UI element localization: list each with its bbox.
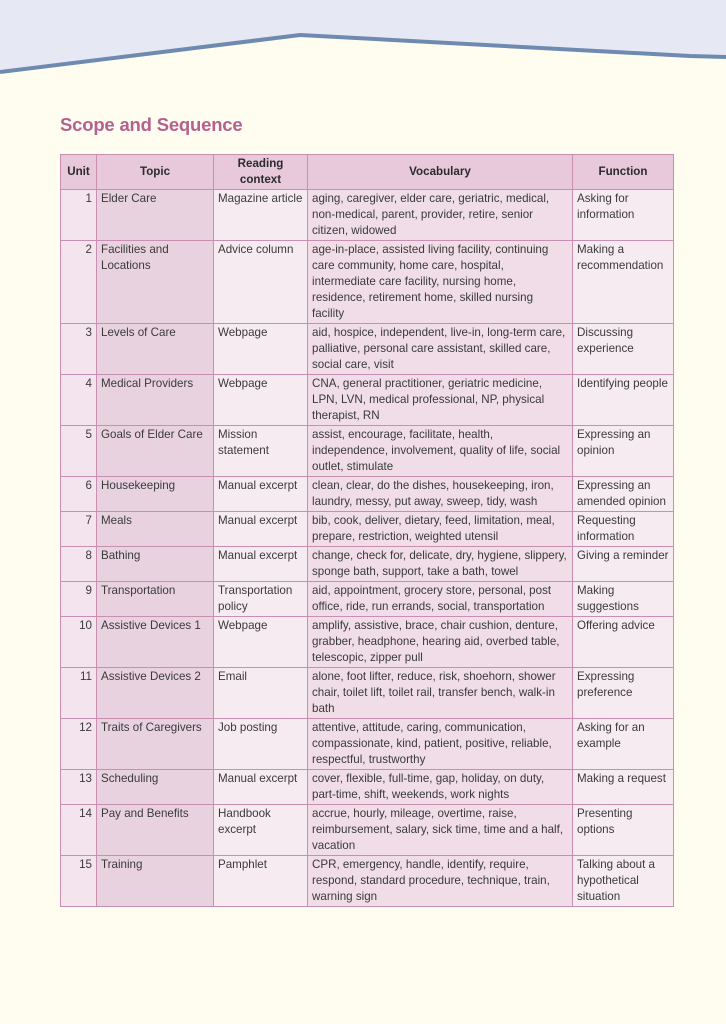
reading-context-cell: Job posting [214,719,308,770]
unit-cell: 3 [61,324,97,375]
reading-context-cell: Webpage [214,617,308,668]
reading-context-cell: Webpage [214,324,308,375]
table-row [61,547,674,582]
table-row [61,719,674,770]
topic-cell: Meals [97,512,214,547]
header-unit: Unit [61,155,97,190]
reading-context-cell: Magazine article [214,190,308,241]
unit-cell: 5 [61,426,97,477]
reading-context-cell: Webpage [214,375,308,426]
unit-cell: 8 [61,547,97,582]
unit-cell: 13 [61,770,97,805]
topic-cell: Training [97,856,214,907]
table-row [61,805,674,856]
function-cell: Asking for information [573,190,674,241]
topic-cell: Medical Providers [97,375,214,426]
header-band [0,0,726,80]
reading-context-cell: Manual excerpt [214,512,308,547]
function-cell: Identifying people [573,375,674,426]
table-row [61,477,674,512]
vocabulary-cell: aid, hospice, independent, live-in, long-term care, palliative, personal care assistant, skilled care, social care, visit [308,324,573,375]
function-cell: Presenting options [573,805,674,856]
scope-and-sequence-table [60,154,674,907]
table-row [61,668,674,719]
table-row [61,512,674,547]
table-row [61,241,674,324]
topic-cell: Pay and Benefits [97,805,214,856]
vocabulary-cell: attentive, attitude, caring, communication, compassionate, kind, patient, positive, reliable, respectful, trustworthy [308,719,573,770]
table-row [61,617,674,668]
function-cell: Asking for an example [573,719,674,770]
topic-cell: Goals of Elder Care [97,426,214,477]
header-reading-context [214,155,308,190]
unit-cell: 7 [61,512,97,547]
function-cell: Making a recommendation [573,241,674,324]
unit-cell: 2 [61,241,97,324]
function-cell: Expressing an amended opinion [573,477,674,512]
table-row [61,770,674,805]
function-cell: Giving a reminder [573,547,674,582]
vocabulary-cell: age-in-place, assisted living facility, continuing care community, home care, hospital, intermediate care facility, nursing home, residence, retirement home, skilled nursing facility [308,241,573,324]
header-function: Function [573,155,674,190]
topic-cell: Assistive Devices 1 [97,617,214,668]
reading-context-cell: Email [214,668,308,719]
unit-cell: 9 [61,582,97,617]
vocabulary-cell: cover, flexible, full-time, gap, holiday, on duty, part-time, shift, weekends, work nights [308,770,573,805]
topic-cell: Transportation [97,582,214,617]
unit-cell: 15 [61,856,97,907]
reading-context-cell: Advice column [214,241,308,324]
vocabulary-cell: CPR, emergency, handle, identify, require, respond, standard procedure, technique, train, warning sign [308,856,573,907]
unit-cell: 12 [61,719,97,770]
table-row [61,426,674,477]
topic-cell: Facilities and Locations [97,241,214,324]
table-row [61,324,674,375]
table-row [61,375,674,426]
vocabulary-cell: clean, clear, do the dishes, housekeeping, iron, laundry, messy, put away, sweep, tidy, wash [308,477,573,512]
topic-cell: Assistive Devices 2 [97,668,214,719]
table-row [61,190,674,241]
unit-cell: 14 [61,805,97,856]
function-cell: Expressing an opinion [573,426,674,477]
unit-cell: 6 [61,477,97,512]
page-title: Scope and Sequence [60,114,243,135]
function-cell: Talking about a hypothetical situation [573,856,674,907]
topic-cell: Levels of Care [97,324,214,375]
function-cell: Discussing experience [573,324,674,375]
topic-cell: Elder Care [97,190,214,241]
vocabulary-cell: alone, foot lifter, reduce, risk, shoehorn, shower chair, toilet lift, toilet rail, transfer bench, walk-in bath [308,668,573,719]
function-cell: Making a request [573,770,674,805]
header-band-fill [0,0,726,72]
topic-cell: Traits of Caregivers [97,719,214,770]
table-row [61,582,674,617]
reading-context-cell: Manual excerpt [214,477,308,512]
function-cell: Expressing preference [573,668,674,719]
vocabulary-cell: accrue, hourly, mileage, overtime, raise, reimbursement, salary, sick time, time and a half, vacation [308,805,573,856]
topic-cell: Bathing [97,547,214,582]
function-cell: Offering advice [573,617,674,668]
vocabulary-cell: change, check for, delicate, dry, hygiene, slippery, sponge bath, support, take a bath, towel [308,547,573,582]
header-context-line1: Reading [237,157,284,170]
table-row [61,856,674,907]
function-cell: Requesting information [573,512,674,547]
header-vocabulary: Vocabulary [308,155,573,190]
topic-cell: Scheduling [97,770,214,805]
vocabulary-cell: bib, cook, deliver, dietary, feed, limitation, meal, prepare, restriction, weighted utensil [308,512,573,547]
reading-context-cell: Mission statement [214,426,308,477]
reading-context-cell: Pamphlet [214,856,308,907]
vocabulary-cell: aging, caregiver, elder care, geriatric, medical, non-medical, parent, provider, retire, senior citizen, widowed [308,190,573,241]
vocabulary-cell: amplify, assistive, brace, chair cushion, denture, grabber, headphone, hearing aid, overbed table, telescopic, zipper pull [308,617,573,668]
reading-context-cell: Transportation policy [214,582,308,617]
vocabulary-cell: CNA, general practitioner, geriatric medicine, LPN, LVN, medical professional, NP, physical therapist, RN [308,375,573,426]
vocabulary-cell: assist, encourage, facilitate, health, independence, involvement, quality of life, social outlet, stimulate [308,426,573,477]
unit-cell: 4 [61,375,97,426]
header-topic: Topic [97,155,214,190]
reading-context-cell: Manual excerpt [214,547,308,582]
unit-cell: 11 [61,668,97,719]
vocabulary-cell: aid, appointment, grocery store, personal, post office, ride, run errands, social, transportation [308,582,573,617]
unit-cell: 10 [61,617,97,668]
reading-context-cell: Handbook excerpt [214,805,308,856]
reading-context-cell: Manual excerpt [214,770,308,805]
function-cell: Making suggestions [573,582,674,617]
header-context-line2: context [239,173,282,186]
topic-cell: Housekeeping [97,477,214,512]
table-header-row [61,155,674,190]
unit-cell: 1 [61,190,97,241]
